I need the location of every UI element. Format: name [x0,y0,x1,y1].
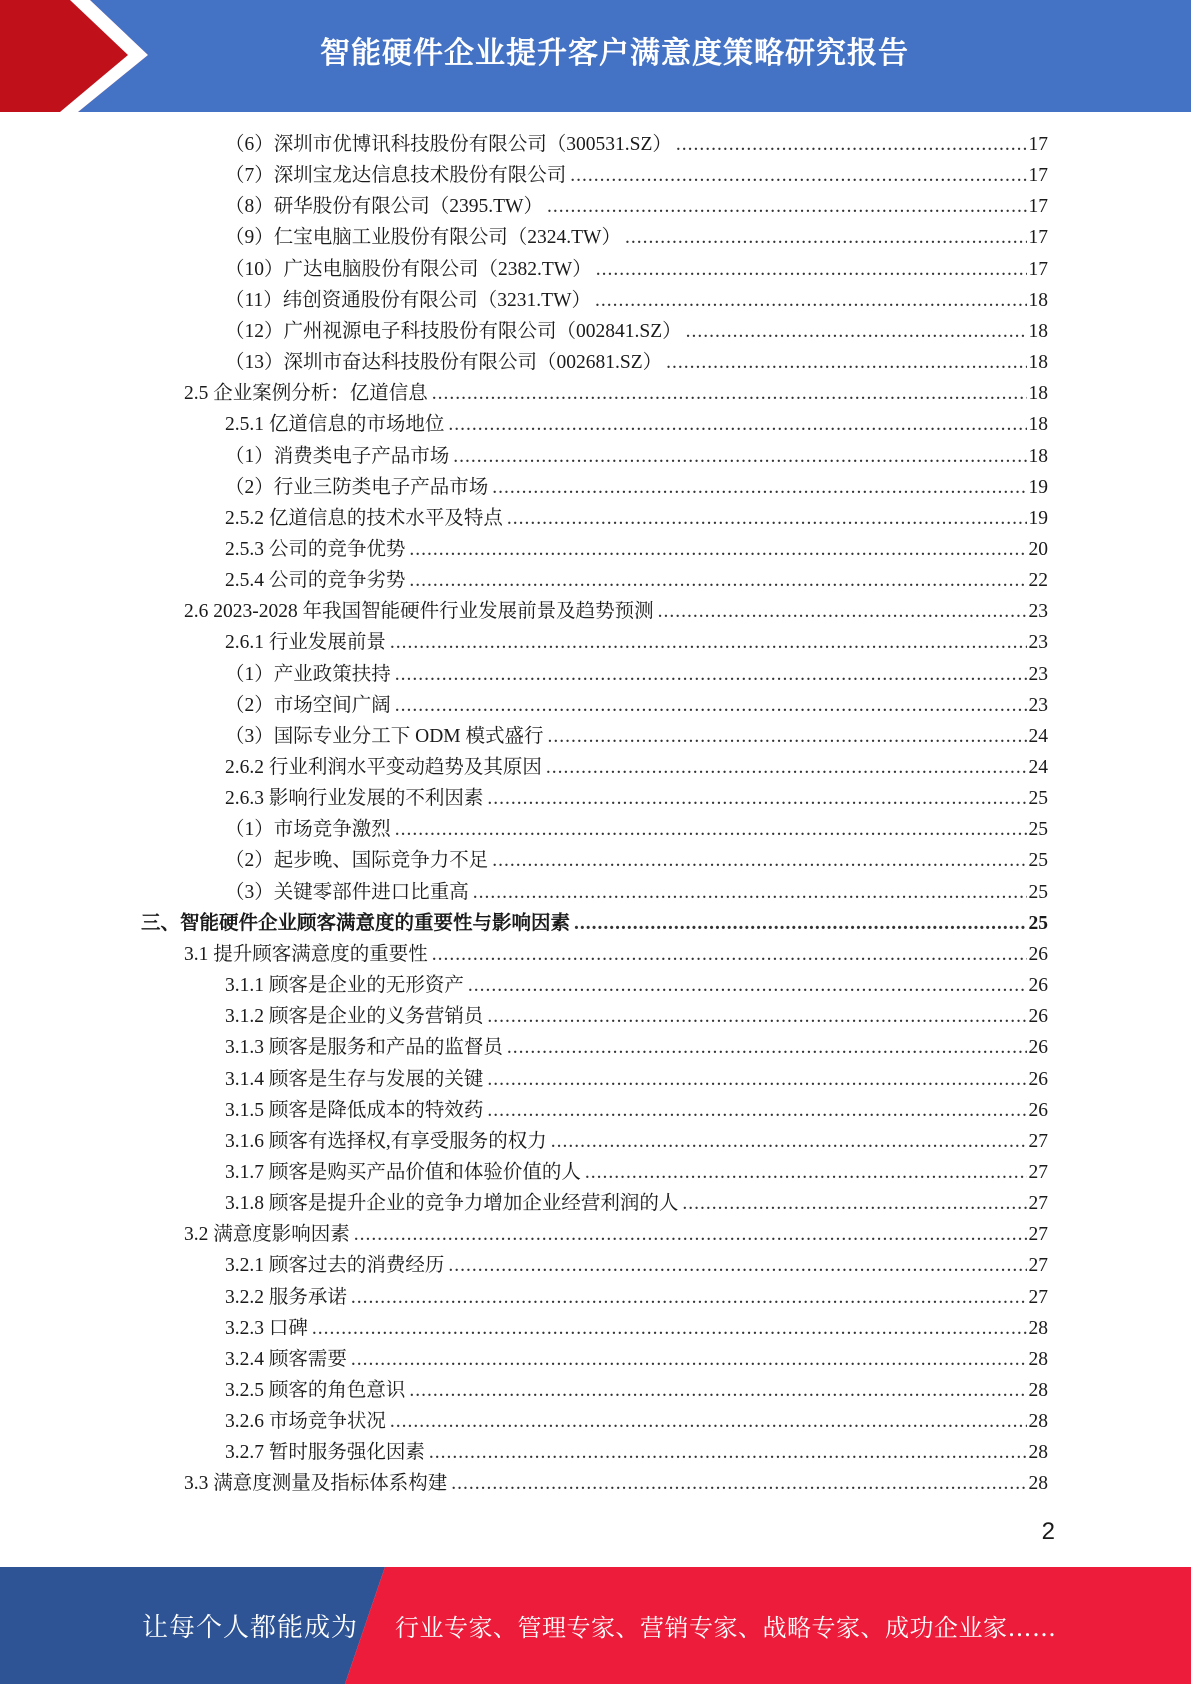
toc-entry-page: 26 [1028,1037,1048,1059]
toc-dot-leader [390,630,1027,656]
toc-entry-title: 2.5 企业案例分析：亿道信息 [184,383,428,405]
toc-entry[interactable] [0,314,1191,345]
toc-entry-page: 27 [1028,1161,1048,1183]
toc-entry-page: 23 [1028,632,1048,654]
toc-entry[interactable] [0,937,1191,968]
toc-entry[interactable] [0,470,1191,501]
toc-entry-title: 3.1.4 顾客是生存与发展的关键 [225,1068,484,1090]
toc-entry-page: 18 [1028,289,1048,311]
toc-dot-leader [507,506,1027,532]
toc-dot-leader [676,132,1027,158]
toc-entry-title: 3.2.7 暂时服务强化因素 [225,1442,425,1464]
toc-entry-title: （7）深圳宝龙达信息技术股份有限公司 [225,165,567,187]
toc-entry-page: 25 [1028,788,1048,810]
toc-entry-page: 18 [1028,445,1048,467]
toc-dot-leader [432,942,1027,968]
toc-entry-page: 17 [1028,165,1048,187]
toc-entry[interactable] [0,750,1191,781]
toc-dot-leader [551,1129,1027,1155]
toc-dot-leader [409,568,1026,594]
toc-entry-title: 3.1 提升顾客满意度的重要性 [184,943,428,965]
toc-entry[interactable] [0,376,1191,407]
toc-entry-page: 27 [1028,1224,1048,1246]
toc-entry-title: （3）关键零部件进口比重高 [225,881,469,903]
header-band [0,0,1191,112]
toc-dot-leader [570,163,1026,189]
toc-dot-leader [451,1471,1026,1497]
toc-entry-page: 25 [1028,881,1048,903]
toc-dot-leader [390,1409,1027,1435]
toc-dot-leader [658,599,1027,625]
toc-entry-title: 3.1.2 顾客是企业的义务营销员 [225,1006,484,1028]
toc-entry[interactable] [0,220,1191,251]
footer-slogan-right: 行业专家、管理专家、营销专家、战略专家、成功企业家…… [395,1614,1057,1642]
toc-entry[interactable] [0,1311,1191,1342]
toc-entry-title: 3.1.6 顾客有选择权,有享受服务的权力 [225,1130,547,1152]
toc-entry-title: （2）起步晚、国际竞争力不足 [225,850,489,872]
toc-dot-leader [395,662,1027,688]
toc-dot-leader [547,194,1027,220]
toc-entry[interactable] [0,283,1191,314]
toc-dot-leader [487,786,1026,812]
toc-entry[interactable] [0,1404,1191,1435]
toc-dot-leader [492,475,1026,501]
toc-entry[interactable] [0,252,1191,283]
toc-entry-title: 2.5.1 亿道信息的市场地位 [225,414,445,436]
toc-entry[interactable] [0,1435,1191,1466]
toc-entry[interactable] [0,1466,1191,1497]
toc-dot-leader [448,1253,1026,1279]
toc-entry[interactable] [0,1373,1191,1404]
toc-entry-title: 3.2.3 口碑 [225,1317,308,1339]
toc-entry[interactable] [0,532,1191,563]
toc-entry[interactable] [0,407,1191,438]
toc-entry-page: 26 [1028,1099,1048,1121]
toc-entry-page: 18 [1028,383,1048,405]
toc-entry-title: 3.1.1 顾客是企业的无形资产 [225,975,464,997]
toc-dot-leader [354,1222,1027,1248]
toc-entry-page: 17 [1028,196,1048,218]
toc-dot-leader [686,319,1027,345]
toc-entry-page: 19 [1028,507,1048,529]
toc-entry-title: （13）深圳市奋达科技股份有限公司（002681.SZ） [225,352,663,374]
toc-dot-leader [625,225,1027,251]
toc-entry-title: （9）仁宝电脑工业股份有限公司（2324.TW） [225,227,621,249]
toc-dot-leader [395,817,1027,843]
toc-entry-title: 2.5.2 亿道信息的技术水平及特点 [225,507,503,529]
toc-dot-leader [507,1035,1027,1061]
toc-entry-page: 27 [1028,1130,1048,1152]
toc-entry-page: 23 [1028,601,1048,623]
toc-entry[interactable] [0,1186,1191,1217]
toc-entry[interactable] [0,439,1191,470]
toc-entry-page: 17 [1028,134,1048,155]
toc-entry[interactable] [0,1093,1191,1124]
toc-entry[interactable] [0,657,1191,688]
toc-entry-page: 19 [1028,476,1048,498]
toc-dot-leader [595,288,1027,314]
toc-entry-page: 22 [1028,570,1048,592]
toc-entry[interactable] [0,345,1191,376]
toc-dot-leader [548,724,1027,750]
toc-entry-title: （1）消费类电子产品市场 [225,445,450,467]
toc-entry[interactable] [0,875,1191,906]
toc-dot-leader [596,257,1027,283]
toc-entry-page: 28 [1028,1411,1048,1433]
footer-slogan-left: 让每个人都能成为 [142,1613,359,1643]
toc-entry-page: 25 [1028,912,1048,934]
toc-entry[interactable] [0,625,1191,656]
toc-entry[interactable] [0,158,1191,189]
toc-entry-title: 2.6.1 行业发展前景 [225,632,386,654]
toc-dot-leader [312,1316,1027,1342]
toc-entry[interactable] [0,1280,1191,1311]
toc-entry[interactable] [0,968,1191,999]
toc-entry[interactable] [0,563,1191,594]
toc-entry-title: 3.1.8 顾客是提升企业的竞争力增加企业经营利润的人 [225,1193,679,1215]
toc-entry[interactable] [0,189,1191,220]
toc-dot-leader [585,1160,1027,1186]
toc-entry-page: 23 [1028,694,1048,716]
toc-entry-title: 3.2.6 市场竞争状况 [225,1411,386,1433]
toc-entry-page: 25 [1028,850,1048,872]
toc-entry-page: 24 [1028,757,1048,778]
toc-dot-leader [574,911,1026,937]
toc-entry[interactable] [0,688,1191,719]
toc-entry-page: 20 [1028,538,1048,560]
toc-dot-leader [487,1067,1026,1093]
toc-entry[interactable] [0,1030,1191,1061]
toc-dot-leader [453,444,1026,470]
toc-entry-title: （6）深圳市优博讯科技股份有限公司（300531.SZ） [225,134,672,155]
toc-entry-title: （12）广州视源电子科技股份有限公司（002841.SZ） [225,320,682,342]
toc-entry-page: 23 [1028,663,1048,685]
toc-entry-title: 3.2.4 顾客需要 [225,1348,347,1370]
toc-dot-leader [351,1285,1027,1311]
toc-entry-page: 17 [1028,258,1048,280]
toc-entry-page: 26 [1028,1068,1048,1090]
toc-entry-title: 3.1.3 顾客是服务和产品的监督员 [225,1037,503,1059]
toc-entry-title: （1）市场竞争激烈 [225,819,391,841]
toc-entry-page: 25 [1028,819,1048,841]
toc-dot-leader [666,350,1026,376]
toc-entry-page: 18 [1028,352,1048,374]
report-title: 智能硬件企业提升客户满意度策略研究报告 [320,36,909,71]
toc-entry-page: 26 [1028,943,1048,965]
toc-entry-page: 28 [1028,1348,1048,1370]
toc-entry-title: 2.6.2 行业利润水平变动趋势及其原因 [225,757,542,778]
toc-entry-title: 2.6.3 影响行业发展的不利因素 [225,788,484,810]
toc-entry-page: 28 [1028,1473,1048,1495]
toc-dot-leader [351,1347,1027,1373]
toc-entry-title: 3.2.2 服务承诺 [225,1286,347,1308]
toc-entry-title: （8）研华股份有限公司（2395.TW） [225,196,543,218]
toc-entry-page: 24 [1028,725,1048,747]
toc-dot-leader [492,848,1026,874]
toc-dot-leader [409,1378,1026,1404]
toc-entry[interactable] [0,1062,1191,1093]
toc-entry-title: 3.2.5 顾客的角色意识 [225,1380,406,1401]
toc-entry[interactable] [0,1248,1191,1279]
toc-entry-title: 3.1.7 顾客是购买产品价值和体验价值的人 [225,1161,581,1183]
toc-entry-page: 18 [1028,320,1048,342]
toc-entry-title: 3.1.5 顾客是降低成本的特效药 [225,1099,484,1121]
page-number: 2 [1041,1518,1055,1545]
toc-entry[interactable] [0,812,1191,843]
toc-dot-leader [487,1004,1026,1030]
toc-dot-leader [473,880,1027,906]
footer-band [0,1567,1191,1684]
toc-dot-leader [448,412,1026,438]
toc-entry[interactable] [0,594,1191,625]
toc-entry-page: 28 [1028,1317,1048,1339]
toc-entry-title: 2.5.4 公司的竞争劣势 [225,570,406,592]
toc-dot-leader [682,1191,1026,1217]
toc-entry-title: 3.2.1 顾客过去的消费经历 [225,1255,445,1277]
toc-entry-title: 3.3 满意度测量及指标体系构建 [184,1473,448,1495]
toc-entry-page: 27 [1028,1193,1048,1215]
toc-entry[interactable] [0,501,1191,532]
toc-dot-leader [409,537,1026,563]
header-chevron-decoration [0,0,200,112]
toc-entry-page: 26 [1028,1006,1048,1028]
toc-dot-leader [546,755,1027,781]
toc-entry-title: （1）产业政策扶持 [225,663,391,685]
toc-entry-page: 28 [1028,1442,1048,1464]
toc-entry[interactable] [0,127,1191,158]
toc-entry[interactable] [0,719,1191,750]
toc-entry-page: 28 [1028,1380,1048,1401]
toc-entry[interactable] [0,1155,1191,1186]
toc-dot-leader [429,1440,1027,1466]
toc-entry-title: 2.6 2023-2028 年我国智能硬件行业发展前景及趋势预测 [184,601,654,623]
toc-entry-page: 27 [1028,1286,1048,1308]
toc-entry[interactable] [0,906,1191,937]
toc-entry-page: 18 [1028,414,1048,436]
toc-entry-title: 2.5.3 公司的竞争优势 [225,538,406,560]
toc-dot-leader [395,693,1027,719]
toc-entry-page: 26 [1028,975,1048,997]
toc-entry-title: 3.2 满意度影响因素 [184,1224,350,1246]
toc-entry[interactable] [0,1342,1191,1373]
toc-entry-title: （2）行业三防类电子产品市场 [225,476,489,498]
toc-entry-page: 17 [1028,227,1048,249]
toc-dot-leader [432,381,1027,407]
toc-entry[interactable] [0,999,1191,1030]
toc-entry-title: （2）市场空间广阔 [225,694,391,716]
toc-entry[interactable] [0,781,1191,812]
toc-entry-page: 27 [1028,1255,1048,1277]
toc-entry[interactable] [0,1217,1191,1248]
toc-entry-title: （10）广达电脑股份有限公司（2382.TW） [225,258,592,280]
toc-entry-title: （3）国际专业分工下 ODM 模式盛行 [225,725,544,747]
toc-entry[interactable] [0,843,1191,874]
toc-entry[interactable] [0,1124,1191,1155]
toc-dot-leader [487,1098,1026,1124]
toc-entry-title: 三、智能硬件企业顾客满意度的重要性与影响因素 [141,912,571,934]
toc-dot-leader [468,973,1027,999]
toc-entry-title: （11）纬创资通股份有限公司（3231.TW） [225,289,591,311]
